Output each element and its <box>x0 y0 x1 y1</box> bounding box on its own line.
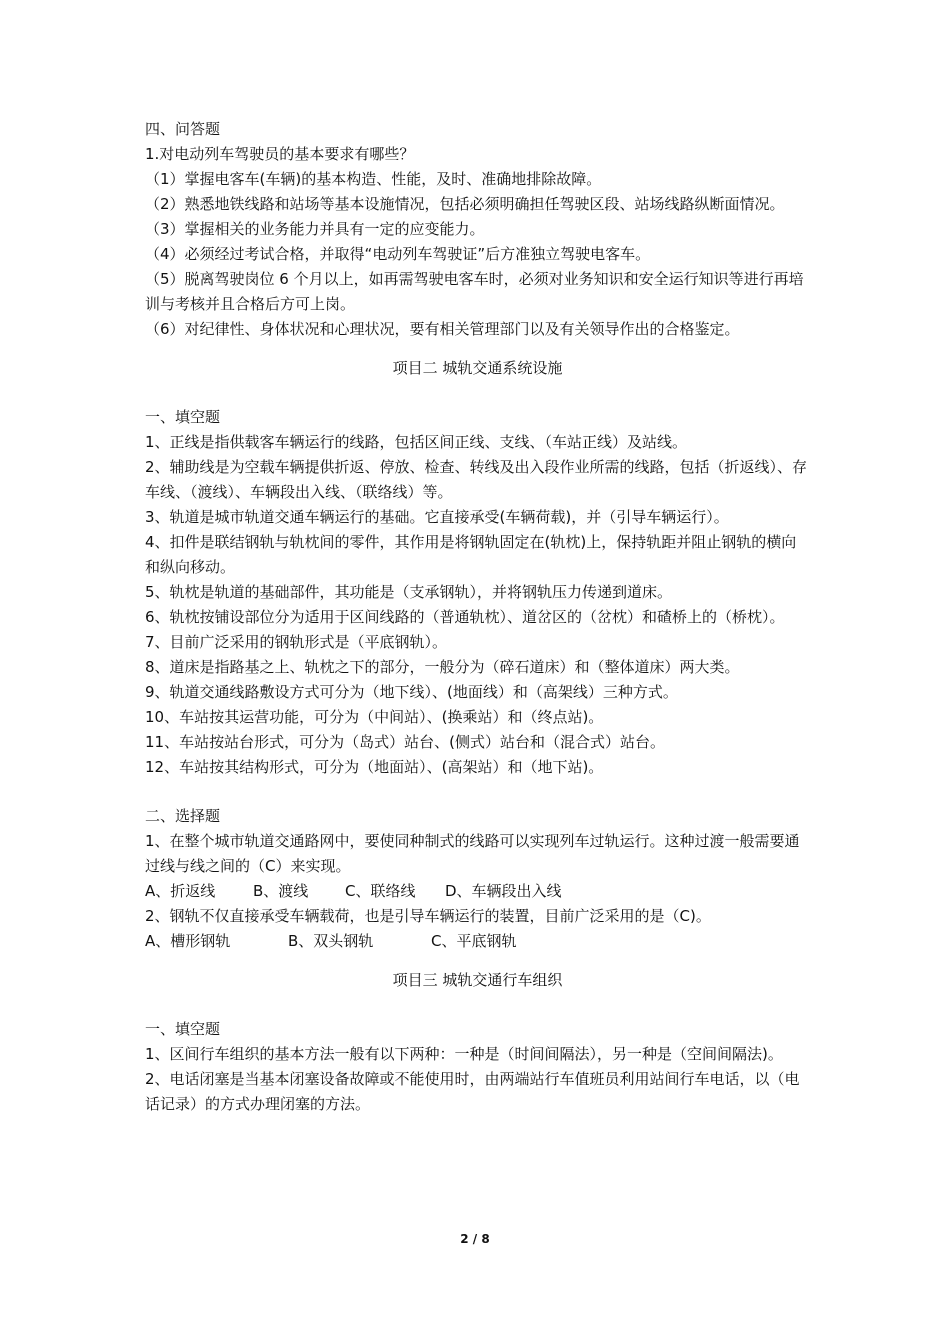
choice-options <box>145 879 810 904</box>
choice-option: A、折返线 <box>145 882 216 900</box>
project-title: 项目三 城轨交通行车组织 <box>392 971 563 989</box>
section-heading: 一、填空题 <box>145 1020 221 1038</box>
choice-option: A、槽形钢轨 <box>145 932 231 950</box>
fill-item: 6、轨枕按铺设部位分为适用于区间线路的（普通轨枕）、道岔区的（岔枕）和碴桥上的（桥枕）。 <box>145 608 785 626</box>
choice-option: B、双头钢轨 <box>288 932 374 950</box>
choice-options <box>145 929 810 954</box>
fill-item: 2、辅助线是为空载车辆提供折返、停放、检查、转线及出入段作业所需的线路，包括（折返线）、存车线、（渡线）、车辆段出入线、（联络线）等。 <box>145 458 808 501</box>
fill-item: 11、车站按站台形式，可分为（岛式）站台、(侧式）站台和（混合式）站台。 <box>145 733 665 751</box>
answer-item: （2）熟悉地铁线路和站场等基本设施情况，包括必须明确担任驾驶区段、站场线路纵断面情况。 <box>145 195 785 213</box>
choice-question: 1、在整个城市轨道交通路网中，要使同种制式的线路可以实现列车过轨运行。这种过渡一般需要通过线与线之间的（C）来实现。 <box>145 832 800 875</box>
section-heading: 二、选择题 <box>145 807 221 825</box>
fill-item: 4、扣件是联结钢轨与轨枕间的零件，其作用是将钢轨固定在(轨枕)上，保持轨距并阻止钢轨的横向和纵向移动。 <box>145 533 797 576</box>
fill-item: 3、轨道是城市轨道交通车辆运行的基础。它直接承受(车辆荷载)，并（引导车辆运行）。 <box>145 508 729 526</box>
fill-item: 1、区间行车组织的基本方法一般有以下两种：一种是（时间间隔法），另一种是（空间间隔法)。 <box>145 1045 783 1063</box>
section-heading: 四、问答题 <box>145 120 221 138</box>
page-number: 2 / 8 <box>460 1232 490 1246</box>
project-title: 项目二 城轨交通系统设施 <box>392 359 563 377</box>
choice-option: D、车辆段出入线 <box>445 882 562 900</box>
document-page <box>145 117 810 1117</box>
fill-item: 5、轨枕是轨道的基础部件，其功能是（支承钢轨），并将钢轨压力传递到道床。 <box>145 583 673 601</box>
answer-item: （5）脱离驾驶岗位 6 个月以上，如再需驾驶电客车时，必须对业务知识和安全运行知识等进行再培训与考核并且合格后方可上岗。 <box>145 270 804 313</box>
choice-option: C、联络线 <box>345 882 416 900</box>
fill-item: 8、道床是指路基之上、轨枕之下的部分，一般分为（碎石道床）和（整体道床）两大类。 <box>145 658 740 676</box>
section-heading: 一、填空题 <box>145 408 221 426</box>
fill-item: 9、轨道交通线路敷设方式可分为（地下线）、(地面线）和（高架线）三种方式。 <box>145 683 678 701</box>
fill-item: 10、车站按其运营功能，可分为（中间站）、(换乘站）和（终点站)。 <box>145 708 604 726</box>
choice-question: 2、钢轨不仅直接承受车辆载荷，也是引导车辆运行的装置，目前广泛采用的是（C)。 <box>145 907 711 925</box>
answer-item: （6）对纪律性、身体状况和心理状况，要有相关管理部门以及有关领导作出的合格鉴定。 <box>145 320 740 338</box>
answer-item: （3）掌握相关的业务能力并具有一定的应变能力。 <box>145 220 485 238</box>
fill-item: 12、车站按其结构形式，可分为（地面站）、(高架站）和（地下站)。 <box>145 758 604 776</box>
fill-item: 7、目前广泛采用的钢轨形式是（平底钢轨）。 <box>145 633 448 651</box>
choice-option: C、平底钢轨 <box>431 932 517 950</box>
fill-item: 2、电话闭塞是当基本闭塞设备故障或不能使用时，由两端站行车值班员利用站间行车电话，以（电话记录）的方式办理闭塞的方法。 <box>145 1070 800 1113</box>
answer-item: （4）必须经过考试合格，并取得“电动列车驾驶证”后方准独立驾驶电客车。 <box>145 245 651 263</box>
fill-item: 1、正线是指供载客车辆运行的线路，包括区间正线、支线、（车站正线）及站线。 <box>145 433 688 451</box>
answer-item: （1）掌握电客车(车辆)的基本构造、性能，及时、准确地排除故障。 <box>145 170 602 188</box>
choice-option: B、渡线 <box>253 882 309 900</box>
question: 1.对电动列车驾驶员的基本要求有哪些？ <box>145 145 415 163</box>
